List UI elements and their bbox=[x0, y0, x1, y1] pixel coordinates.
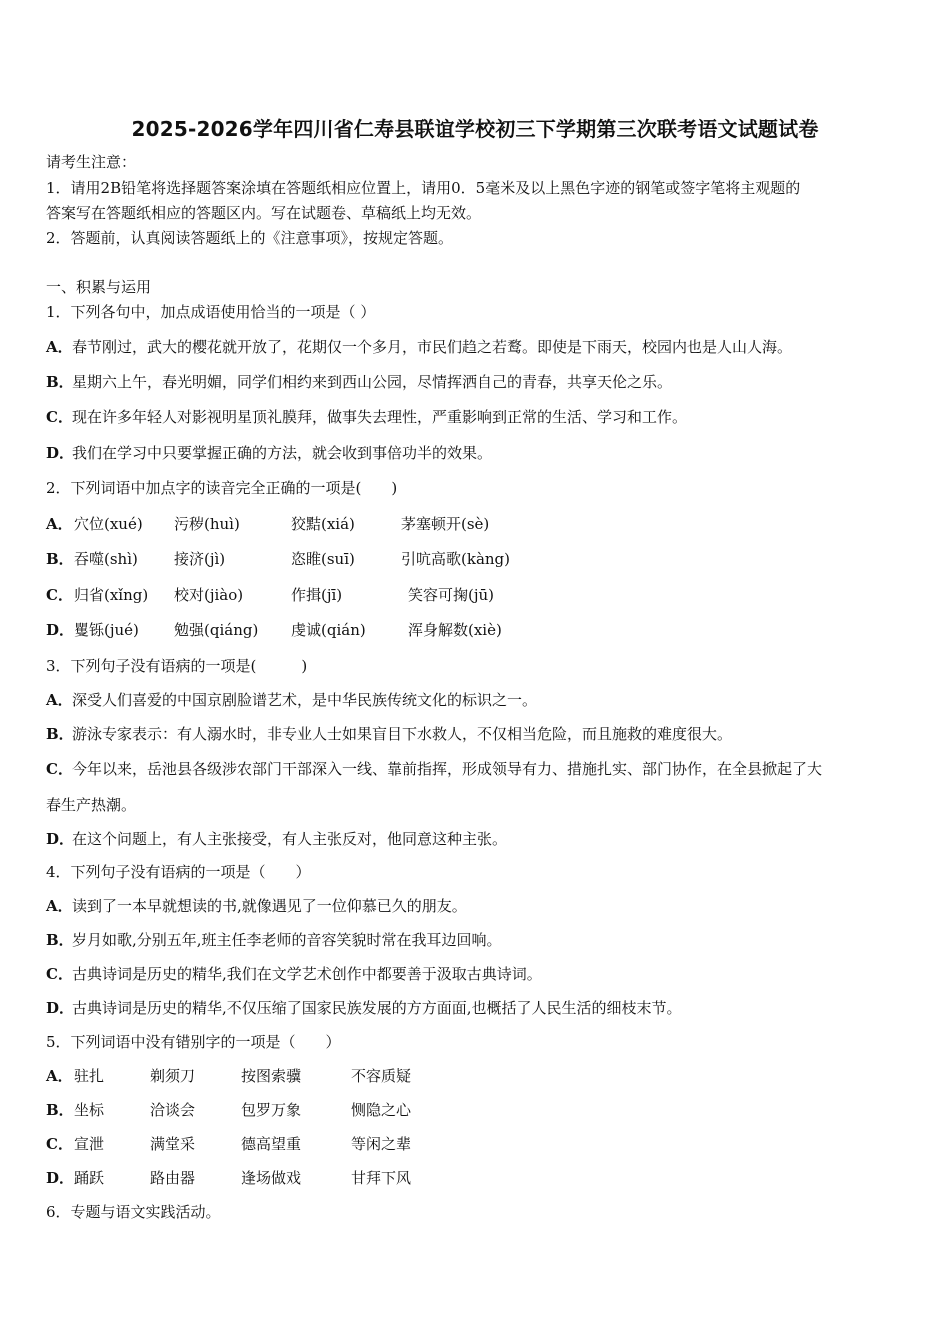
question-5-option-b: B． 坐标 洽谈会 包罗万象 恻隐之心 bbox=[46, 1101, 412, 1119]
question-4-option-a: A．读到了一本早就想读的书,就像遇见了一位仰慕已久的朋友。 bbox=[46, 897, 467, 915]
question-2-option-c: C． 归省(xǐng) 校对(jiào) 作揖(jī) 笑容可掬(jū) bbox=[46, 586, 495, 604]
question-2-stem: 2．下列词语中加点字的读音完全正确的一项是( ) bbox=[46, 479, 398, 497]
question-1-option-a: A．春节刚过，武大的樱花就开放了，花期仅一个多月，市民们趋之若鹜。即使是下雨天，校园内也是人山人海。 bbox=[46, 338, 793, 356]
question-3-option-c: C．今年以来，岳池县各级涉农部门干部深入一线、靠前指挥，形成领导有力、措施扎实、部门协作，在全县掀起了大 bbox=[46, 760, 823, 778]
question-1-option-d: D．我们在学习中只要掌握正确的方法，就会收到事倍功半的效果。 bbox=[46, 444, 493, 462]
section-heading: 一、积累与运用 bbox=[46, 278, 152, 296]
question-1-option-c: C．现在许多年轻人对影视明星顶礼膜拜，做事失去理性，严重影响到正常的生活、学习和工作。 bbox=[46, 408, 688, 426]
page-title: 2025-2026学年四川省仁寿县联谊学校初三下学期第三次联考语文试题试卷 bbox=[131, 117, 819, 141]
question-5-option-a: A． 驻扎 剃须刀 按图索骥 不容质疑 bbox=[46, 1067, 412, 1085]
question-5-option-d: D． 踊跃 路由器 逢场做戏 甘拜下风 bbox=[46, 1169, 412, 1187]
question-2-option-a: A． 穴位(xué) 污秽(huì) 狡黠(xiá) 茅塞顿开(sè) bbox=[46, 515, 490, 533]
question-3-option-b: B．游泳专家表示：有人溺水时，非专业人士如果盲目下水救人，不仅相当危险，而且施救的难度很大。 bbox=[46, 725, 733, 743]
notice-item-1b: 答案写在答题纸相应的答题区内。写在试题卷、草稿纸上均无效。 bbox=[46, 204, 482, 222]
question-3-option-d: D．在这个问题上，有人主张接受，有人主张反对，他同意这种主张。 bbox=[46, 830, 508, 848]
question-4-stem: 4．下列句子没有语病的一项是（ ） bbox=[46, 863, 311, 881]
notice-item-1a: 1．请用2B铅笔将选择题答案涂填在答题纸相应位置上，请用0．5毫米及以上黑色字迹的钢笔或签字笔将主观题的 bbox=[46, 179, 801, 197]
question-5-option-c: C． 宣泄 满堂采 德高望重 等闲之辈 bbox=[46, 1135, 412, 1153]
question-3-option-c-cont: 春生产热潮。 bbox=[46, 796, 137, 814]
notice-heading: 请考生注意： bbox=[46, 153, 137, 171]
question-4-option-b: B．岁月如歌,分别五年,班主任李老师的音容笑貌时常在我耳边回响。 bbox=[46, 931, 502, 949]
question-1-stem: 1．下列各句中，加点成语使用恰当的一项是（ ） bbox=[46, 303, 376, 321]
notice-item-2: 2．答题前，认真阅读答题纸上的《注意事项》，按规定答题。 bbox=[46, 229, 454, 247]
question-4-option-d: D．古典诗词是历史的精华,不仅压缩了国家民族发展的方方面面,也概括了人民生活的细枝末节。 bbox=[46, 999, 682, 1017]
question-1-option-b: B．星期六上午，春光明媚，同学们相约来到西山公园，尽情挥洒自己的青春，共享天伦之乐。 bbox=[46, 373, 673, 391]
question-2-option-b: B． 吞噬(shì) 接济(jì) 恣睢(suī) 引吭高歌(kàng) bbox=[46, 550, 510, 568]
question-2-option-d: D． 矍铄(jué) 勉强(qiáng) 虔诚(qián) 浑身解数(xiè) bbox=[46, 621, 502, 639]
question-6-stem: 6．专题与语文实践活动。 bbox=[46, 1203, 221, 1221]
question-3-stem: 3．下列句子没有语病的一项是( ) bbox=[46, 657, 308, 675]
question-4-option-c: C．古典诗词是历史的精华,我们在文学艺术创作中都要善于汲取古典诗词。 bbox=[46, 965, 542, 983]
question-5-stem: 5．下列词语中没有错别字的一项是（ ） bbox=[46, 1033, 341, 1051]
question-3-option-a: A．深受人们喜爱的中国京剧脸谱艺术，是中华民族传统文化的标识之一。 bbox=[46, 691, 538, 709]
